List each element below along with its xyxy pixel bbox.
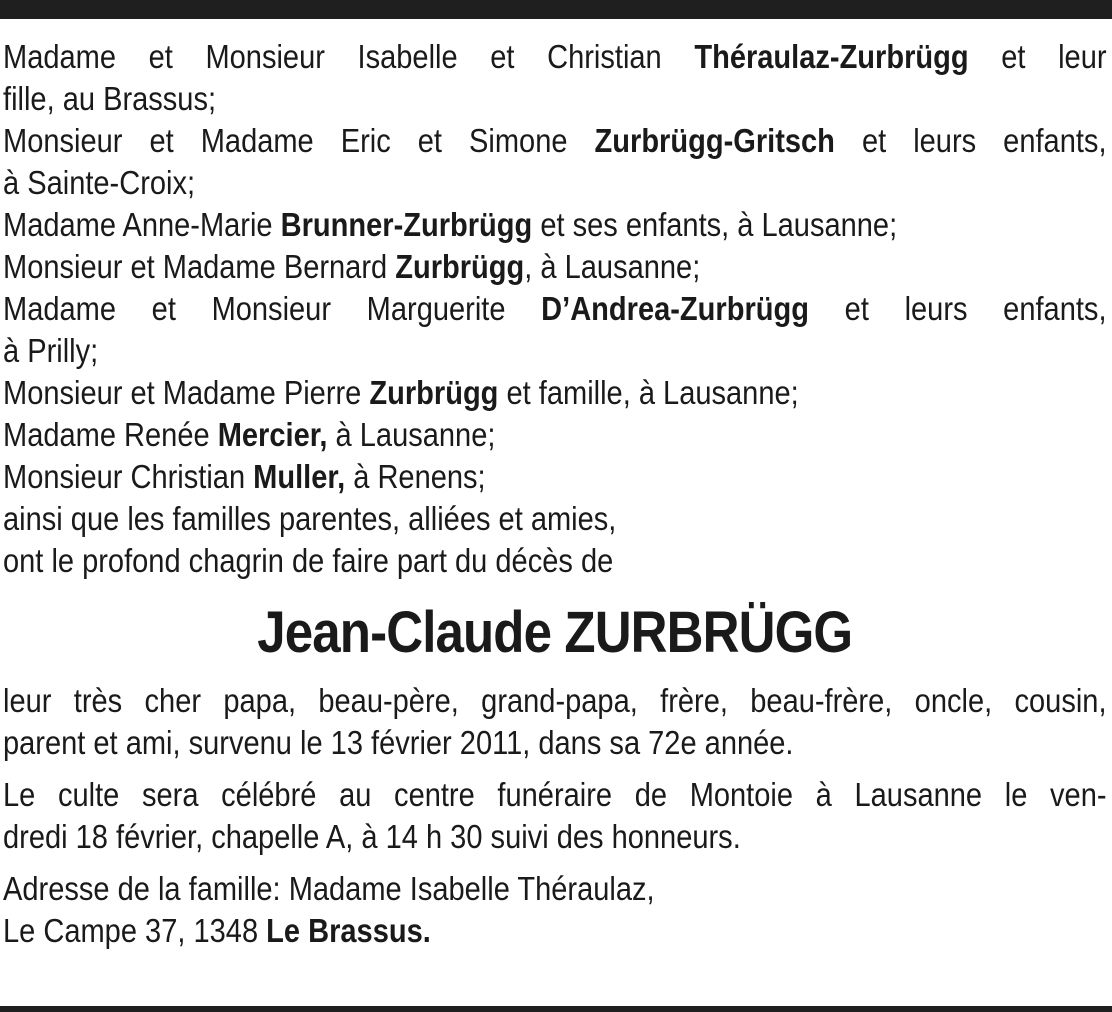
family-line: Madame Renée Mercier, à Lausanne; (3, 416, 496, 453)
closing-line: ont le profond chagrin de faire part du décès de (3, 542, 614, 579)
family-name: D’Andrea-Zurbrügg (541, 290, 809, 327)
family-line: à Sainte-Croix; (3, 164, 196, 201)
bottom-rule (0, 1006, 1112, 1012)
obituary-notice (3, 36, 1107, 952)
family-line: Monsieur et Madame Pierre Zurbrügg et famille, à Lausanne; (3, 374, 799, 411)
deceased-name: Jean-Claude ZURBRÜGG (257, 600, 853, 665)
family-name: Mercier, (217, 416, 328, 453)
address-town: Le Brassus. (266, 912, 431, 949)
family-line: Monsieur et Madame Bernard Zurbrügg, à Lausanne; (3, 248, 701, 285)
family-name: Théraulaz-Zurbrügg (694, 38, 969, 75)
family-name: Zurbrügg (395, 248, 525, 285)
family-name: Zurbrügg (369, 374, 499, 411)
address-paragraph (3, 868, 1107, 952)
tribute-line: parent et ami, survenu le 13 février 2011, dans sa 72e année. (3, 724, 794, 761)
family-line: Monsieur et Madame Eric et Simone Zurbrügg-Gritsch et leurs enfants, (3, 122, 1107, 159)
family-name: Muller, (253, 458, 346, 495)
family-list (3, 36, 1107, 582)
address-line: Le Campe 37, 1348 Le Brassus. (3, 912, 431, 949)
closing-line: ainsi que les familles parentes, alliées et amies, (3, 500, 617, 537)
family-line: fille, au Brassus; (3, 80, 217, 117)
service-line: Le culte sera célébré au centre funéraire de Montoie à Lausanne le ven- (3, 776, 1107, 813)
family-name: Zurbrügg-Gritsch (594, 122, 835, 159)
service-paragraph (3, 774, 1107, 858)
service-line: dredi 18 février, chapelle A, à 14 h 30 suivi des honneurs. (3, 818, 741, 855)
family-line: Madame et Monsieur Isabelle et Christian Théraulaz-Zurbrügg et leur (3, 38, 1107, 75)
family-line: Madame Anne-Marie Brunner-Zurbrügg et ses enfants, à Lausanne; (3, 206, 898, 243)
family-line: Madame et Monsieur Marguerite D’Andrea-Zurbrügg et leurs enfants, (3, 290, 1107, 327)
family-name: Brunner-Zurbrügg (280, 206, 533, 243)
family-line: à Prilly; (3, 332, 99, 369)
family-line: Monsieur Christian Muller, à Renens; (3, 458, 486, 495)
tribute-paragraph (3, 680, 1107, 764)
tribute-line: leur très cher papa, beau-père, grand-papa, frère, beau-frère, oncle, cousin, (3, 682, 1107, 719)
address-line: Adresse de la famille: Madame Isabelle Théraulaz, (3, 870, 655, 907)
top-rule (0, 0, 1112, 19)
